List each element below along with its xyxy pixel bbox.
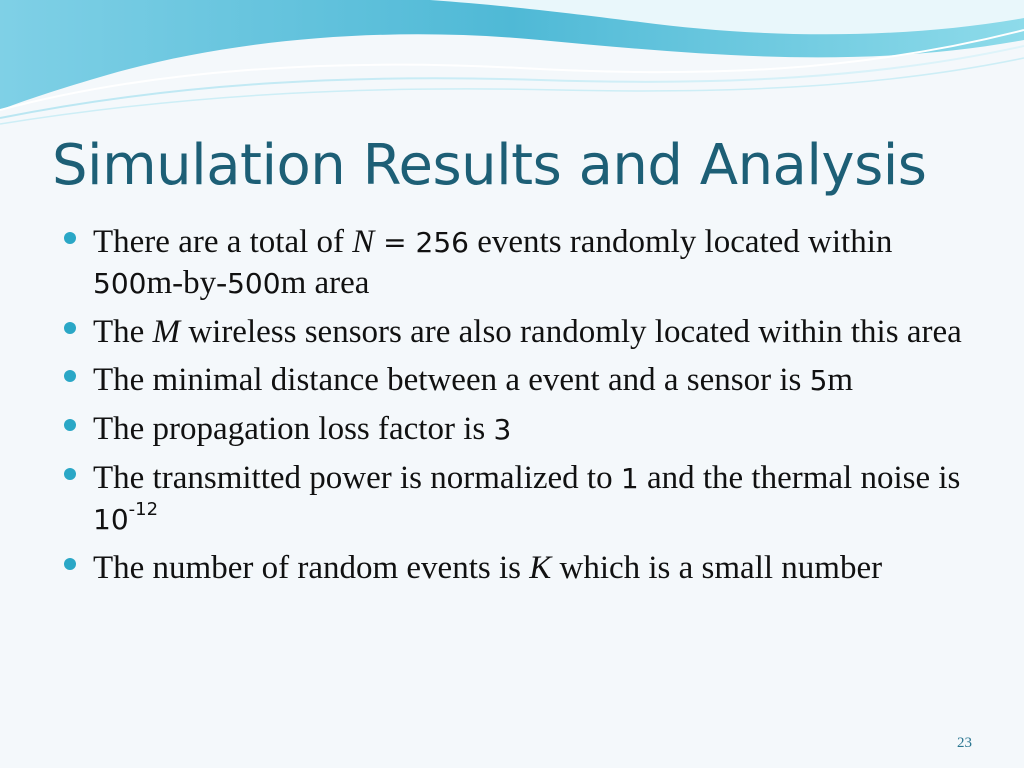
- bullet-item: The propagation loss factor is 3: [62, 409, 962, 450]
- bullet-icon: [64, 232, 76, 244]
- bullet-icon: [64, 370, 76, 382]
- bullet-list: [62, 222, 962, 596]
- bullet-item: The transmitted power is normalized to 1 and the thermal noise is $10^{-12}$: [62, 458, 962, 540]
- header-wave-decoration: [0, 0, 1024, 130]
- page-number: 23: [957, 735, 972, 751]
- bullet-item: The number of random events is K which is a small number: [62, 548, 962, 588]
- bullet-icon: [64, 419, 76, 431]
- bullet-item: The minimal distance between a event and a sensor is 5m: [62, 360, 962, 401]
- bullet-item: There are a total of N = 256 events randomly located within 500m-by-500m area: [62, 222, 962, 304]
- bullet-icon: [64, 468, 76, 480]
- slide-title: Simulation Results and Analysis: [52, 133, 927, 198]
- bullet-icon: [64, 558, 76, 570]
- bullet-icon: [64, 322, 76, 334]
- bullet-item: The M wireless sensors are also randomly located within this area: [62, 312, 962, 352]
